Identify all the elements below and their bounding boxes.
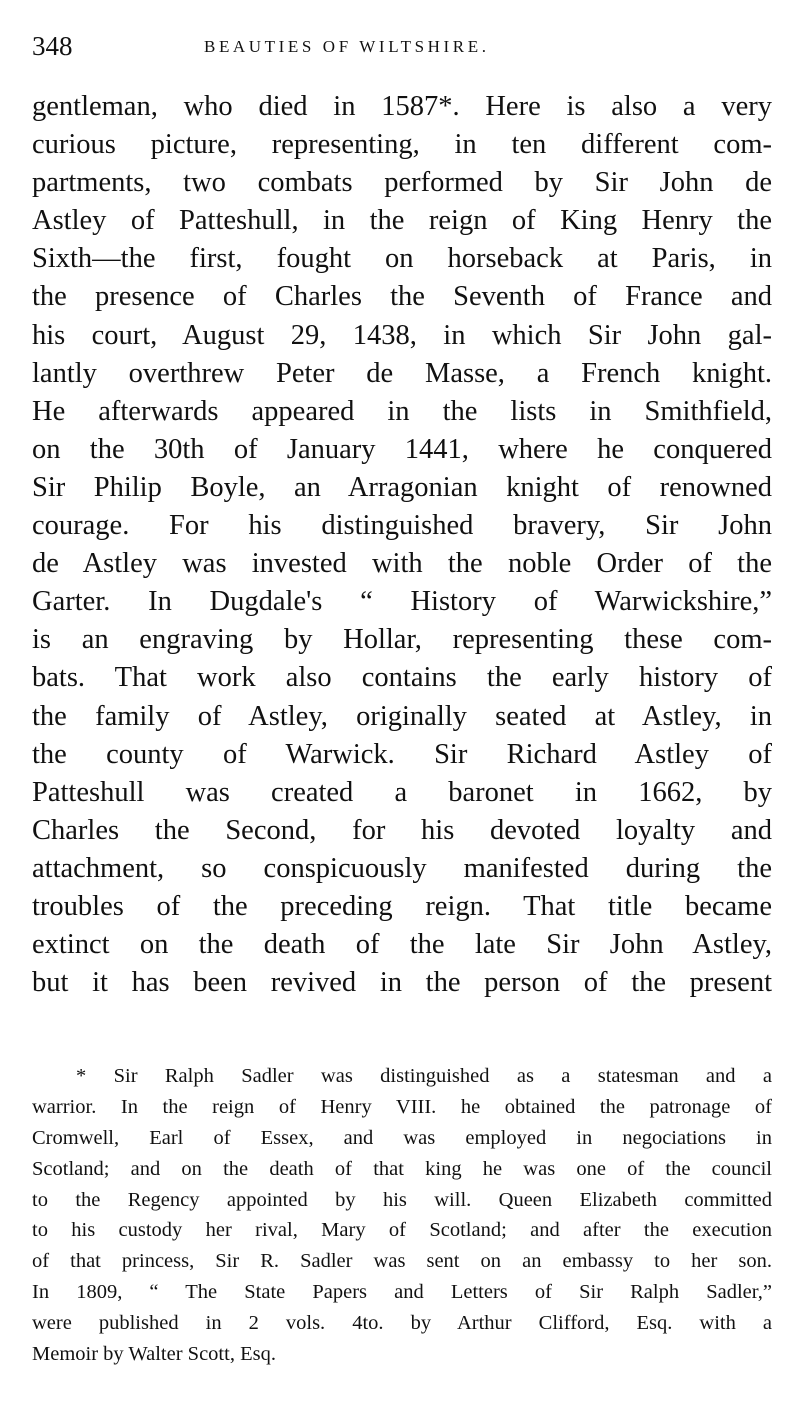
- text-line: troubles of the preceding reign. That title became: [32, 890, 772, 922]
- footnote-line: to his custody her rival, Mary of Scotland; and after the execution: [32, 1219, 772, 1242]
- text-line: his court, August 29, 1438, in which Sir John gal-: [32, 319, 772, 351]
- footnote: [32, 1061, 772, 1370]
- text-line: but it has been revived in the person of the present: [32, 967, 772, 999]
- text-line: the family of Astley, originally seated at Astley, in: [32, 700, 772, 732]
- text-line: attachment, so conspicuously manifested during the: [32, 852, 772, 884]
- footnote-line: of that princess, Sir R. Sadler was sent on an embassy to her son.: [32, 1250, 772, 1273]
- text-line: Patteshull was created a baronet in 1662, by: [32, 776, 772, 808]
- running-head: [32, 28, 772, 68]
- body-text: [32, 88, 772, 1002]
- text-line: lantly overthrew Peter de Masse, a French knight.: [32, 357, 772, 389]
- text-line: partments, two combats performed by Sir John de: [32, 167, 772, 199]
- text-line: de Astley was invested with the noble Order of the: [32, 548, 772, 580]
- text-line: Sir Philip Boyle, an Arragonian knight of renowned: [32, 471, 772, 503]
- text-line: Sixth—the first, fought on horseback at Paris, in: [32, 243, 772, 275]
- footnote-line: to the Regency appointed by his will. Queen Elizabeth committed: [32, 1188, 772, 1211]
- text-line: the presence of Charles the Seventh of France and: [32, 281, 772, 313]
- text-line: is an engraving by Hollar, representing these com-: [32, 624, 772, 656]
- running-title: BEAUTIES OF WILTSHIRE.: [204, 37, 490, 56]
- footnote-line: * Sir Ralph Sadler was distinguished as a statesman and a: [76, 1065, 772, 1087]
- text-line: on the 30th of January 1441, where he conquered: [32, 433, 772, 465]
- page-number: 348: [32, 31, 73, 61]
- text-line: He afterwards appeared in the lists in Smithfield,: [32, 395, 772, 427]
- footnote-line: Scotland; and on the death of that king he was one of the council: [32, 1157, 772, 1180]
- footnote-line: Cromwell, Earl of Essex, and was employed in negociations in: [32, 1126, 772, 1149]
- text-line: Astley of Patteshull, in the reign of King Henry the: [32, 205, 772, 237]
- text-line: Charles the Second, for his devoted loyalty and: [32, 814, 772, 846]
- text-line: the county of Warwick. Sir Richard Astley of: [32, 738, 772, 770]
- footnote-line: warrior. In the reign of Henry VIII. he obtained the patronage of: [32, 1095, 772, 1118]
- text-line: courage. For his distinguished bravery, Sir John: [32, 510, 772, 542]
- text-line: gentleman, who died in 1587*. Here is also a very: [32, 91, 772, 122]
- text-line: bats. That work also contains the early history of: [32, 662, 772, 694]
- footnote-line: In 1809, “ The State Papers and Letters of Sir Ralph Sadler,”: [32, 1281, 772, 1304]
- text-line: Garter. In Dugdale's “ History of Warwickshire,”: [32, 586, 772, 618]
- footnote-line: Memoir by Walter Scott, Esq.: [32, 1343, 276, 1366]
- footnote-line: were published in 2 vols. 4to. by Arthur Clifford, Esq. with a: [32, 1312, 772, 1335]
- text-line: curious picture, representing, in ten different com-: [32, 129, 772, 161]
- text-line: extinct on the death of the late Sir John Astley,: [32, 929, 772, 961]
